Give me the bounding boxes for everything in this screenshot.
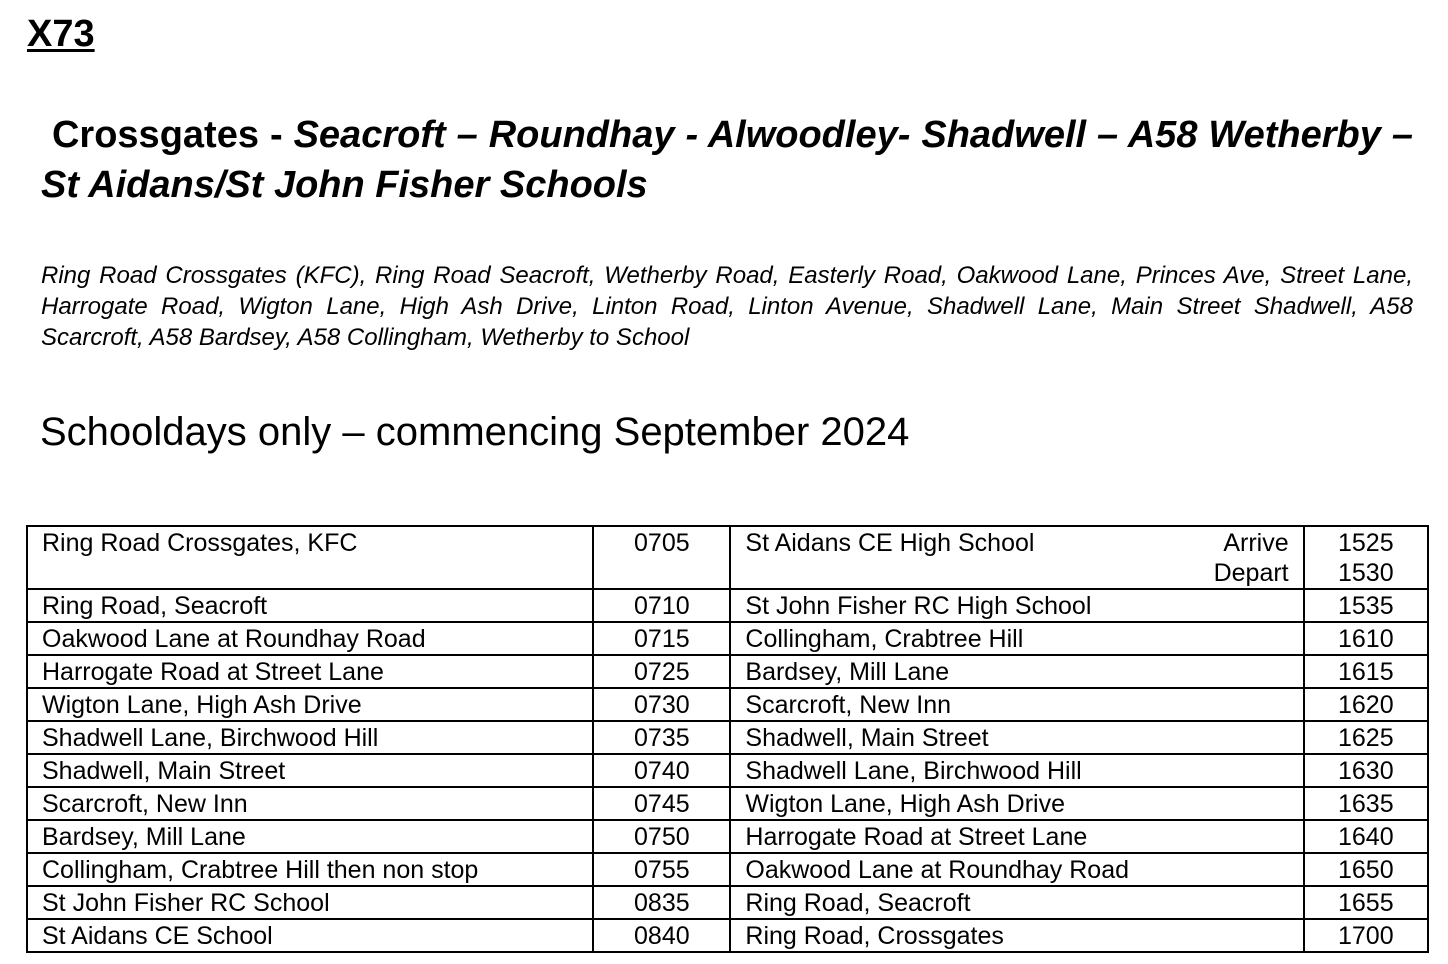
morning-stop: Ring Road, Seacroft bbox=[27, 589, 593, 622]
afternoon-time: 1630 bbox=[1304, 754, 1428, 787]
morning-stop: Shadwell, Main Street bbox=[27, 754, 593, 787]
afternoon-time: 1610 bbox=[1304, 622, 1428, 655]
afternoon-stop: Collingham, Crabtree Hill bbox=[730, 622, 1303, 655]
afternoon-stop: Shadwell Lane, Birchwood Hill bbox=[730, 754, 1303, 787]
route-title-via: Seacroft – Roundhay - Alwoodley- Shadwell – A58 Wetherby – St Aidans/St John Fisher Schools bbox=[41, 114, 1413, 206]
afternoon-time: 1620 bbox=[1304, 688, 1428, 721]
depart-time: 1530 bbox=[1338, 559, 1394, 587]
morning-time: 0840 bbox=[593, 919, 730, 952]
afternoon-time: 1655 bbox=[1304, 886, 1428, 919]
morning-time: 0735 bbox=[593, 721, 730, 754]
afternoon-stop: St John Fisher RC High School bbox=[730, 589, 1303, 622]
afternoon-time: 1700 bbox=[1304, 919, 1428, 952]
arrive-label: Arrive bbox=[1223, 529, 1289, 557]
afternoon-stop: Shadwell, Main Street bbox=[730, 721, 1303, 754]
morning-stop: Shadwell Lane, Birchwood Hill bbox=[27, 721, 593, 754]
afternoon-stop: St Aidans CE High School bbox=[745, 529, 1035, 557]
afternoon-time: 1625 bbox=[1304, 721, 1428, 754]
table-row bbox=[27, 622, 1428, 655]
morning-stop: Harrogate Road at Street Lane bbox=[27, 655, 593, 688]
afternoon-stop: Wigton Lane, High Ash Drive bbox=[730, 787, 1303, 820]
morning-stop: St Aidans CE School bbox=[27, 919, 593, 952]
table-row bbox=[27, 853, 1428, 886]
morning-stop: Scarcroft, New Inn bbox=[27, 787, 593, 820]
morning-time: 0750 bbox=[593, 820, 730, 853]
route-stops-description: Ring Road Crossgates (KFC), Ring Road Seacroft, Wetherby Road, Easterly Road, Oakwood Lane, Princes Ave, Street Lane, Harrogate Road, Wigton Lane, High Ash Drive, Linton Road, Linton Avenue, Shadwell Lane, Main Street Shadwell, A58 Scarcroft, A58 Bardsey, A58 Collingham, Wetherby to School bbox=[41, 262, 1413, 351]
afternoon-time: 1640 bbox=[1304, 820, 1428, 853]
table-row bbox=[27, 655, 1428, 688]
table-row bbox=[27, 820, 1428, 853]
table-row bbox=[27, 526, 1428, 589]
morning-stop: Oakwood Lane at Roundhay Road bbox=[27, 622, 593, 655]
afternoon-stop-cell bbox=[730, 526, 1303, 589]
afternoon-time: 1535 bbox=[1304, 589, 1428, 622]
depart-label: Depart bbox=[1213, 559, 1289, 587]
morning-time: 0755 bbox=[593, 853, 730, 886]
morning-time: 0725 bbox=[593, 655, 730, 688]
afternoon-time: 1615 bbox=[1304, 655, 1428, 688]
arrive-time: 1525 bbox=[1338, 529, 1394, 557]
afternoon-stop: Harrogate Road at Street Lane bbox=[730, 820, 1303, 853]
service-note: Schooldays only – commencing September 2024 bbox=[40, 410, 910, 454]
table-row bbox=[27, 886, 1428, 919]
morning-stop: Wigton Lane, High Ash Drive bbox=[27, 688, 593, 721]
morning-stop: Ring Road Crossgates, KFC bbox=[27, 526, 593, 589]
route-title-origin: Crossgates - bbox=[51, 114, 294, 156]
morning-stop: Collingham, Crabtree Hill then non stop bbox=[27, 853, 593, 886]
timetable bbox=[26, 525, 1429, 953]
morning-time: 0705 bbox=[593, 526, 730, 589]
afternoon-time-cell bbox=[1304, 526, 1428, 589]
morning-stop: Bardsey, Mill Lane bbox=[27, 820, 593, 853]
afternoon-stop: Oakwood Lane at Roundhay Road bbox=[730, 853, 1303, 886]
morning-time: 0745 bbox=[593, 787, 730, 820]
morning-time: 0740 bbox=[593, 754, 730, 787]
table-row bbox=[27, 787, 1428, 820]
table-row bbox=[27, 754, 1428, 787]
afternoon-stop: Ring Road, Crossgates bbox=[730, 919, 1303, 952]
morning-time: 0730 bbox=[593, 688, 730, 721]
morning-time: 0715 bbox=[593, 622, 730, 655]
afternoon-time: 1650 bbox=[1304, 853, 1428, 886]
arrive-depart-labels bbox=[1214, 528, 1289, 588]
table-row bbox=[27, 589, 1428, 622]
route-title bbox=[41, 110, 1413, 210]
morning-time: 0710 bbox=[593, 589, 730, 622]
morning-time: 0835 bbox=[593, 886, 730, 919]
afternoon-stop: Ring Road, Seacroft bbox=[730, 886, 1303, 919]
table-row bbox=[27, 721, 1428, 754]
morning-stop: St John Fisher RC School bbox=[27, 886, 593, 919]
afternoon-stop: Scarcroft, New Inn bbox=[730, 688, 1303, 721]
afternoon-time: 1635 bbox=[1304, 787, 1428, 820]
table-row bbox=[27, 919, 1428, 952]
route-number: X73 bbox=[27, 13, 95, 55]
afternoon-stop: Bardsey, Mill Lane bbox=[730, 655, 1303, 688]
table-row bbox=[27, 688, 1428, 721]
